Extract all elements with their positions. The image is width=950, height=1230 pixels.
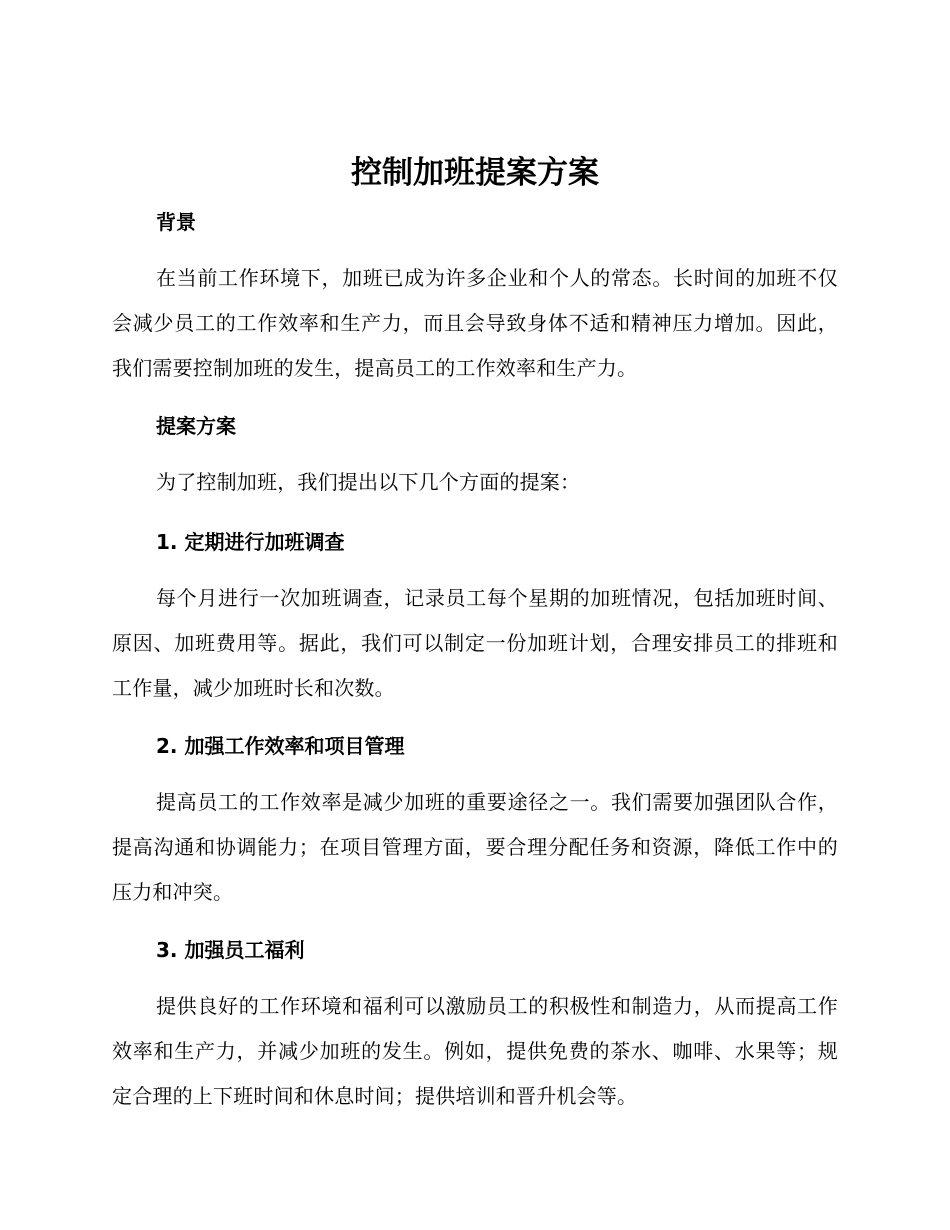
item-heading-1: 1. 定期进行加班调查 bbox=[156, 530, 345, 554]
document-title: 控制加班提案方案 bbox=[351, 155, 599, 191]
item-heading-3: 3. 加强员工福利 bbox=[156, 938, 305, 962]
item-heading-2: 2. 加强工作效率和项目管理 bbox=[156, 734, 405, 758]
paragraph-item-1: 每个月进行一次加班调查，记录员工每个星期的加班情况，包括加班时间、原因、加班费用等。据此，我们可以制定一份加班计划，合理安排员工的排班和工作量，减少加班时长和次数。 bbox=[112, 586, 838, 700]
paragraph-item-2: 提高员工的工作效率是减少加班的重要途径之一。我们需要加强团队合作，提高沟通和协调能力；在项目管理方面，要合理分配任务和资源，降低工作中的压力和冲突。 bbox=[112, 790, 838, 904]
section-heading-proposal: 提案方案 bbox=[156, 414, 236, 438]
section-heading-background: 背景 bbox=[156, 210, 196, 234]
paragraph-background: 在当前工作环境下，加班已成为许多企业和个人的常态。长时间的加班不仅会减少员工的工作效率和生产力，而且会导致身体不适和精神压力增加。因此，我们需要控制加班的发生，提高员工的工作效率和生产力。 bbox=[112, 266, 838, 380]
paragraph-proposal-intro: 为了控制加班，我们提出以下几个方面的提案： bbox=[156, 470, 581, 494]
paragraph-item-3: 提供良好的工作环境和福利可以激励员工的积极性和制造力，从而提高工作效率和生产力，并减少加班的发生。例如，提供免费的茶水、咖啡、水果等；规定合理的上下班时间和休息时间；提供培训和晋升机会等。 bbox=[112, 994, 838, 1108]
